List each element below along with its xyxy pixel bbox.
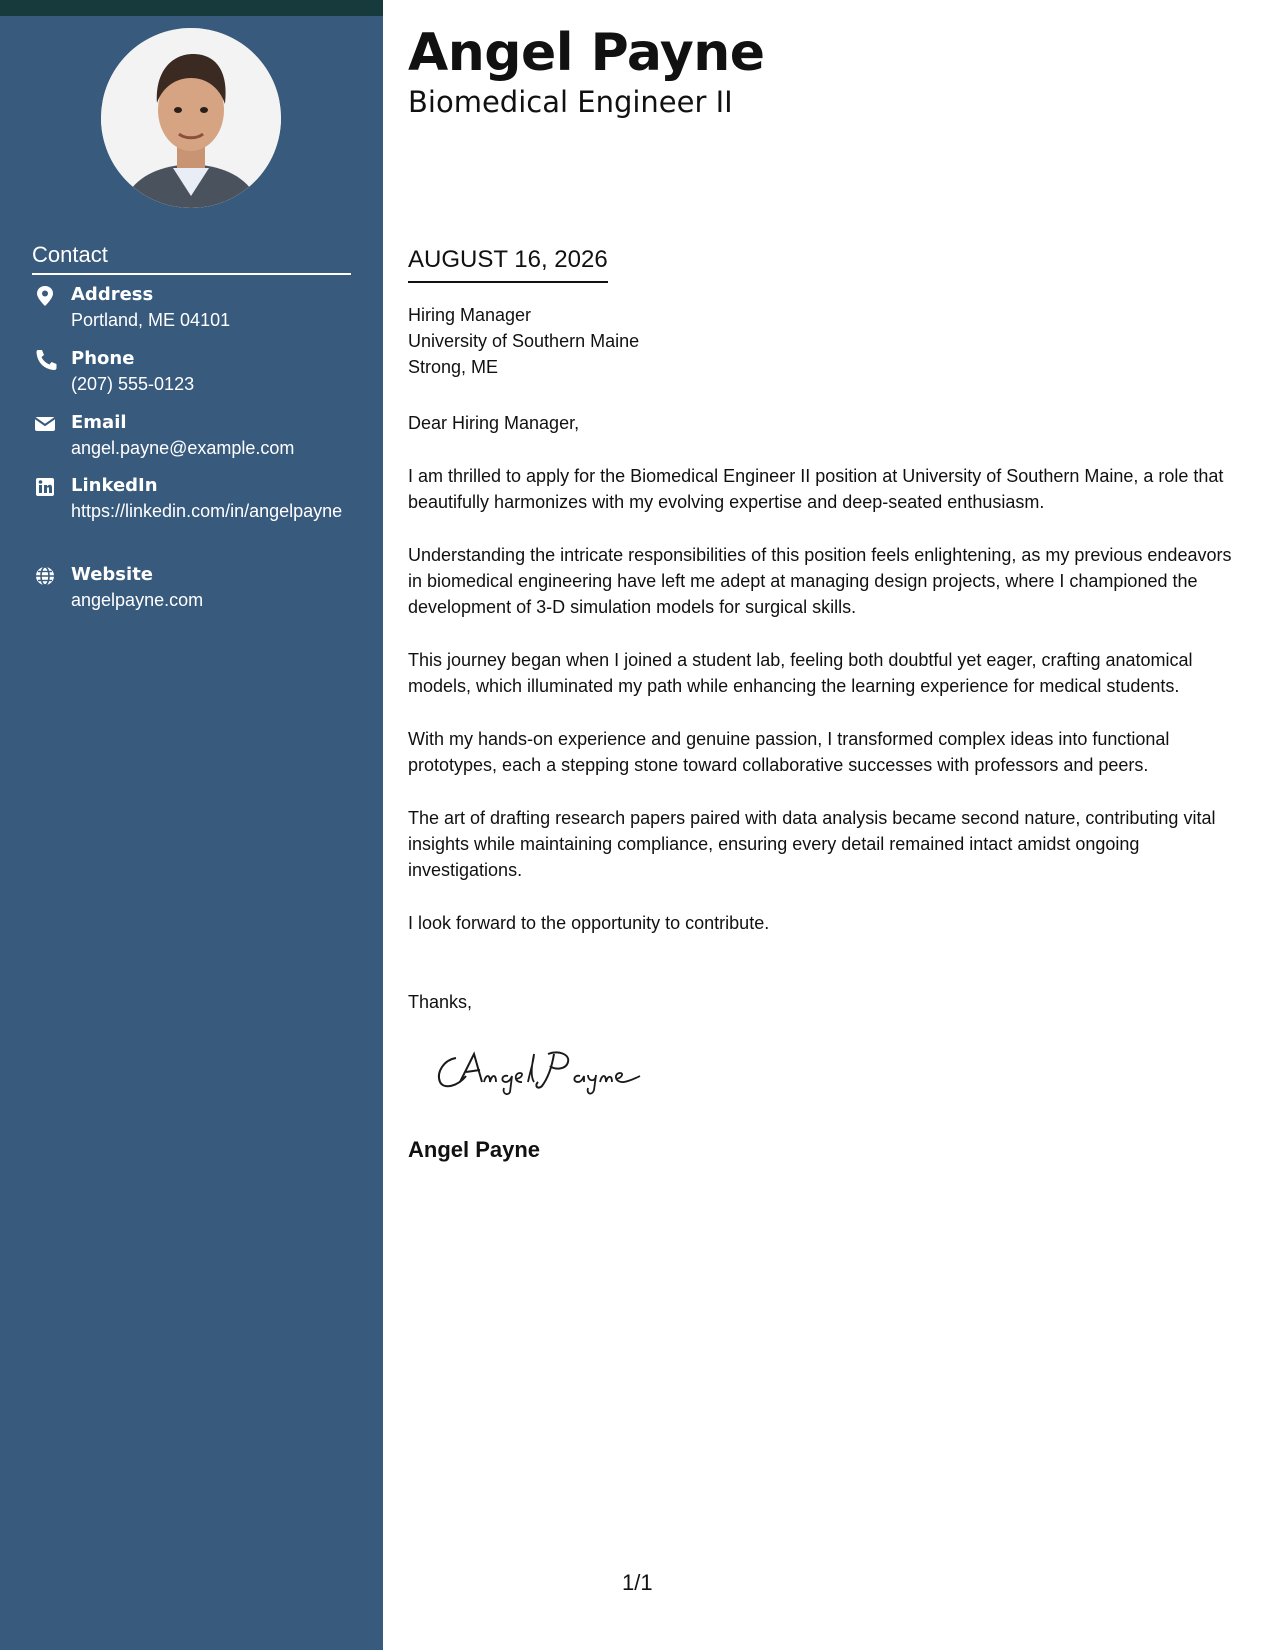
linkedin-icon — [32, 476, 58, 498]
page-number: 1/1 — [622, 1570, 653, 1595]
phone-value: (207) 555-0123 — [71, 374, 195, 394]
contact-heading: Contact — [32, 241, 351, 275]
avatar-portrait-icon — [101, 28, 281, 208]
body-paragraph: This journey began when I joined a student lab, feeling both doubtful yet eager, crafting anatomical models, which illuminated my path while enhancing the learning experience for medical students. — [408, 650, 1193, 696]
contact-label: Email — [71, 412, 127, 433]
closing: Thanks, — [408, 992, 473, 1012]
phone-icon — [32, 349, 58, 371]
body-paragraph: I am thrilled to apply for the Biomedical Engineer II position at University of Southern Maine, a role that beautifully harmonizes with my evolving expertise and deep-seated enthusiasm. — [408, 466, 1224, 512]
recipient-line: University of Southern Maine — [408, 331, 640, 351]
sidebar — [0, 0, 383, 1650]
applicant-name: Angel Payne — [408, 23, 765, 83]
body-paragraph: I look forward to the opportunity to contribute. — [408, 913, 770, 933]
contact-label: Website — [71, 564, 154, 585]
body-paragraph: Understanding the intricate responsibilities of this position feels enlightening, as my previous endeavors in biomedical engineering have left me adept at managing design projects, where I championed the development of 3-D simulation models for surgical skills. — [408, 545, 1232, 617]
handwritten-signature — [430, 1042, 650, 1098]
sidebar-top-bar — [0, 0, 383, 16]
signer-name: Angel Payne — [408, 1137, 541, 1162]
linkedin-value: https://linkedin.com/in/angelpayne — [71, 501, 343, 521]
body-paragraph: With my hands-on experience and genuine passion, I transformed complex ideas into functional prototypes, each a stepping stone toward collaborative successes with professors and peers. — [408, 729, 1170, 775]
address-value: Portland, ME 04101 — [71, 310, 231, 330]
applicant-title: Biomedical Engineer II — [408, 85, 733, 119]
contact-label: LinkedIn — [71, 475, 158, 496]
greeting: Dear Hiring Manager, — [408, 413, 580, 433]
envelope-icon — [32, 413, 58, 435]
body-paragraph: The art of drafting research papers paired with data analysis became second nature, contributing vital insights while maintaining compliance, ensuring every detail remained intact amidst ongoing investigations. — [408, 808, 1216, 880]
letter-body — [408, 410, 1238, 963]
avatar — [101, 28, 281, 208]
map-pin-icon — [32, 285, 58, 307]
website-value: angelpayne.com — [71, 590, 204, 610]
contact-label: Address — [71, 284, 154, 305]
recipient-block — [408, 302, 639, 380]
contact-label: Phone — [71, 348, 135, 369]
email-value: angel.payne@example.com — [71, 438, 295, 458]
recipient-line: Hiring Manager — [408, 305, 532, 325]
letter-date: AUGUST 16, 2026 — [408, 243, 608, 283]
globe-icon — [32, 565, 58, 587]
recipient-line: Strong, ME — [408, 357, 499, 377]
